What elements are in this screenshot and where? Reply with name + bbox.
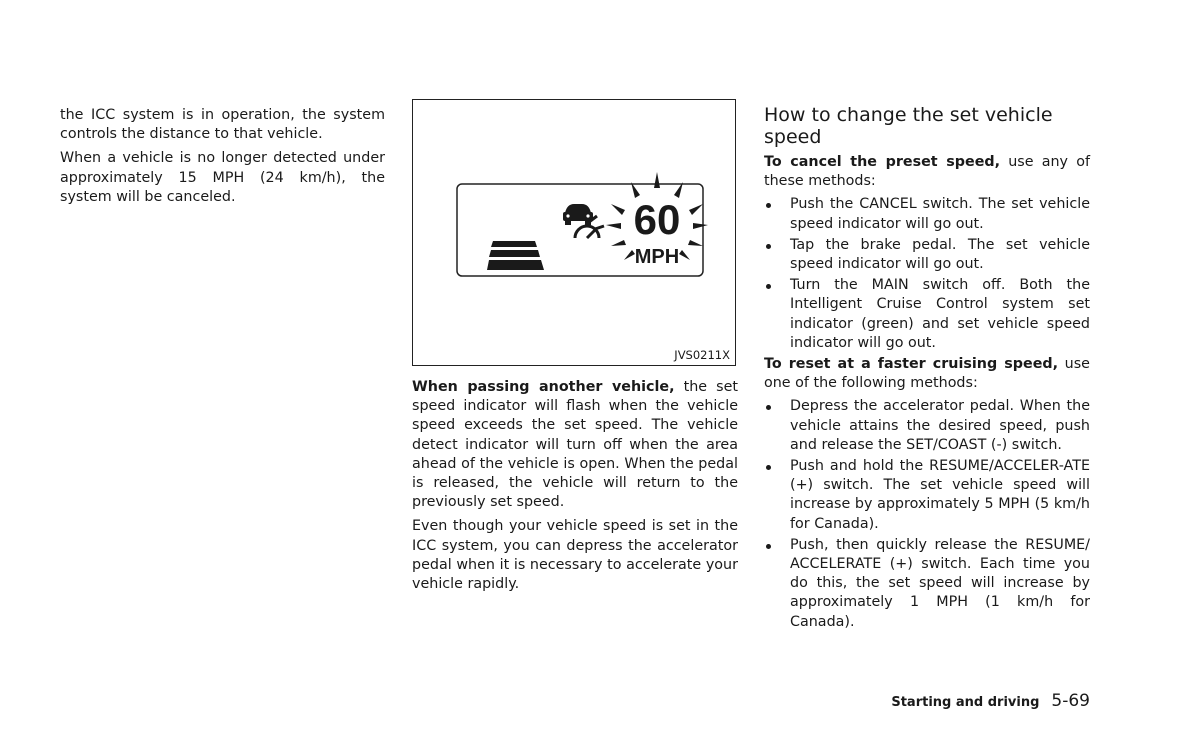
bullet-icon — [766, 405, 771, 410]
paragraph: When a vehicle is no longer detected under approximately 15 MPH (24 km/h), the system will be canceled. — [60, 150, 385, 205]
paragraph: Even though your vehicle speed is set in the ICC system, you can depress the accelerator pedal when it is necessary to accelerate your vehicle rapidly. — [412, 518, 738, 593]
page-number: 5-69 — [1051, 691, 1090, 711]
list-item: Tap the brake pedal. The set vehicle speed indicator will go out. — [764, 236, 1090, 274]
paragraph-text: use one of the following methods: — [764, 356, 1090, 392]
icc-display-figure — [412, 99, 736, 366]
paragraph-lead: To cancel the preset speed, — [764, 154, 1001, 170]
list-item: Push and hold the RESUME/ACCELER-ATE (+) switch. The set vehicle speed will increase by approximately 5 MPH (5 km/h for Canada). — [764, 457, 1090, 534]
list-item: Push the CANCEL switch. The set vehicle speed indicator will go out. — [764, 195, 1090, 233]
column-left — [60, 106, 385, 212]
page-footer — [840, 691, 1090, 711]
paragraph-lead: To reset at a faster cruising speed, — [764, 356, 1059, 373]
bullet-icon — [766, 284, 771, 289]
meter-display-illustration — [413, 100, 735, 365]
list-item: Push, then quickly release the RESUME/ ACCELERATE (+) switch. Each time you do this, the set speed will increase by approximately 1 MPH (1 km/h for Canada). — [764, 536, 1090, 632]
paragraph: the ICC system is in operation, the system controls the distance to that vehicle. — [60, 107, 385, 143]
cancel-methods-list — [764, 195, 1090, 353]
column-right — [764, 104, 1090, 634]
bullet-icon — [766, 465, 771, 470]
bullet-icon — [766, 544, 771, 549]
paragraph-text: use any of these methods: — [764, 154, 1090, 190]
display-speed-value: 60 — [633, 196, 681, 243]
bullet-icon — [766, 203, 771, 208]
column-middle — [412, 378, 738, 599]
paragraph — [764, 153, 1090, 191]
bullet-icon — [766, 244, 771, 249]
display-speed-unit: MPH — [634, 246, 680, 268]
paragraph-lead: When passing another vehicle, — [412, 379, 675, 395]
paragraph — [764, 355, 1090, 393]
paragraph — [412, 378, 738, 512]
reset-methods-list — [764, 397, 1090, 631]
paragraph-text: the set speed indicator will flash when the vehicle speed exceeds the set speed. The vehicle detect indicator will turn off when the area ahead of the vehicle is open. When the pedal is released, the vehicle will return to the previously set speed. — [412, 379, 738, 511]
distance-bars-icon — [487, 241, 544, 270]
section-heading: How to change the set vehicle speed — [764, 104, 1053, 148]
figure-code: JVS0211X — [674, 348, 730, 362]
vehicle-ahead-icon — [563, 204, 593, 225]
list-item: Depress the accelerator pedal. When the vehicle attains the desired speed, push and release the SET/COAST (-) switch. — [764, 397, 1090, 455]
footer-section-title: Starting and driving — [891, 695, 1040, 710]
list-item: Turn the MAIN switch off. Both the Intelligent Cruise Control system set indicator (green) and set vehicle speed indicator will go out. — [764, 276, 1090, 353]
